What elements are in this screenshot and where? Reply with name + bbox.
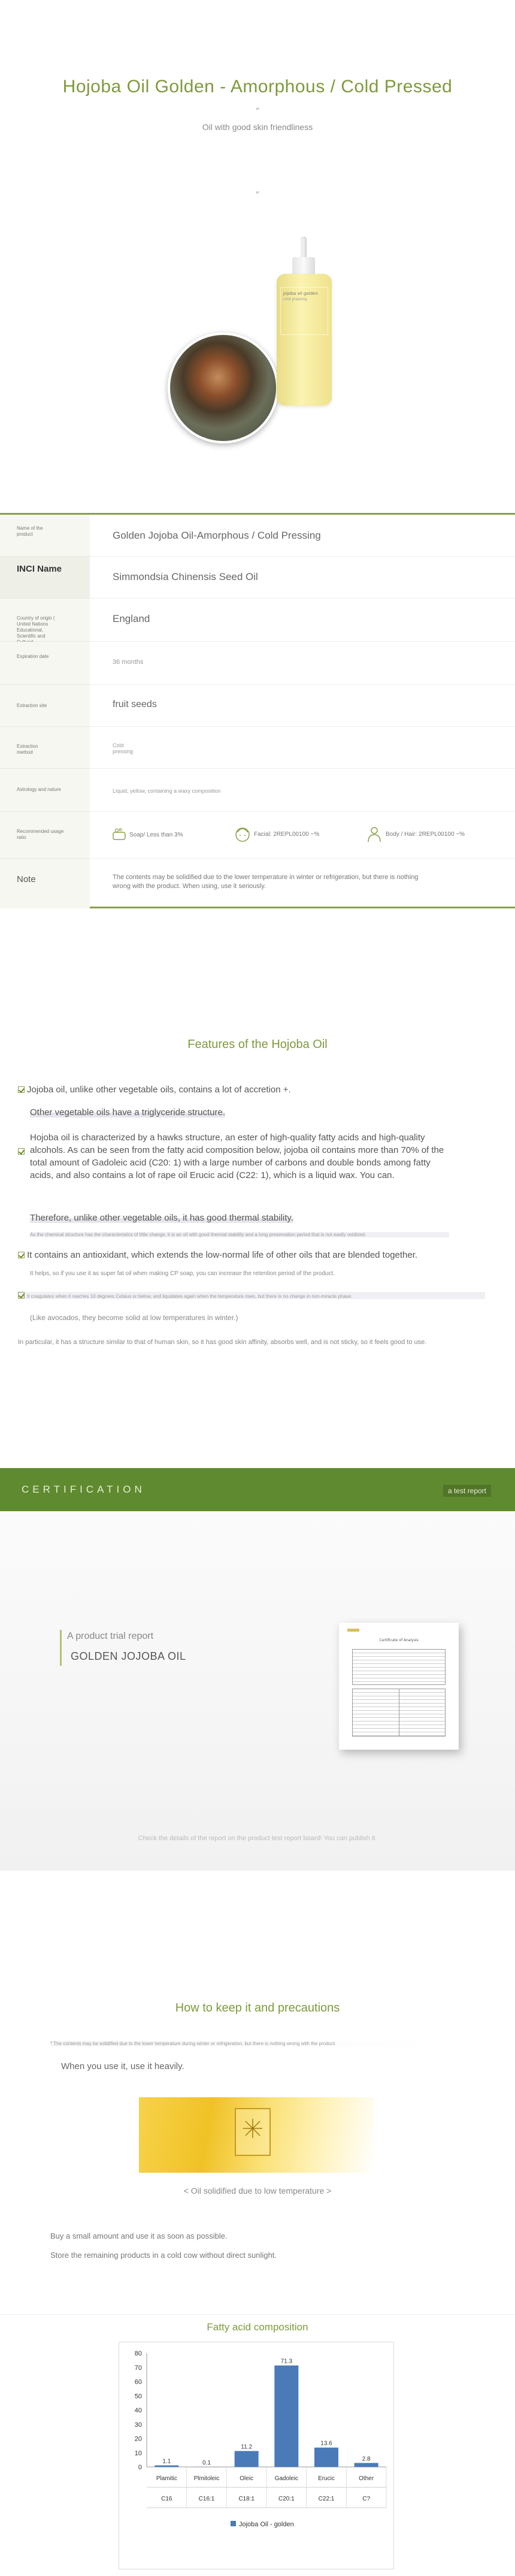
data-label: 11.2 xyxy=(241,2444,253,2451)
usage-label: Recommended usage ratio xyxy=(17,829,64,840)
y-tick-label: 10 xyxy=(134,2450,142,2457)
solidified-oil-photo xyxy=(139,2097,375,2173)
code-label: C20:1 xyxy=(278,2496,295,2502)
divider xyxy=(0,2314,515,2315)
code-label: C22:1 xyxy=(318,2496,335,2502)
feature-p7: In particular, it has a structure similar to that of human skin, so it has good skin affinity, absorbs well, and is not sticky, so it feels good to use. xyxy=(18,1339,427,1346)
keep-tip-1: Buy a small amount and use it as soon as possible. xyxy=(50,2231,228,2240)
certification-title: CERTIFICATION xyxy=(22,1484,146,1495)
origin-label: Country of origin ( United Nations Educational, Scientific and xyxy=(17,615,55,639)
product-image xyxy=(162,237,359,446)
name-value: Golden Jojoba Oil-Amorphous / Cold Pressing xyxy=(113,530,321,541)
oil-bottle xyxy=(277,274,332,406)
bottle-cap xyxy=(301,237,307,258)
y-tick-label: 0 xyxy=(138,2464,142,2471)
bar xyxy=(235,2451,259,2467)
feature-p2-block xyxy=(30,1131,455,1182)
keep-title: How to keep it and precautions xyxy=(175,2001,340,2015)
report-kicker: A product trial report xyxy=(67,1631,154,1641)
usage-soap-text: Soap/ Less than 3% xyxy=(129,831,183,838)
legend-swatch xyxy=(231,2521,236,2526)
name-label: Name of the product xyxy=(17,526,43,537)
check-icon xyxy=(18,1148,25,1155)
method-label: Extraction method xyxy=(17,744,38,755)
feature-p1b: Other vegetable oils have a triglyceride structure. xyxy=(30,1107,225,1118)
logo-icon xyxy=(241,2116,265,2140)
soap-icon xyxy=(111,828,127,842)
feature-p3small: As the chemical structure has the characteristics of little change, it is an oil with good thermal stability and a long preservation period that is not easily oxidized. xyxy=(30,1232,449,1237)
bar xyxy=(154,2465,178,2467)
usage-face xyxy=(234,825,319,843)
code-label: C? xyxy=(362,2496,371,2502)
chart-svg xyxy=(119,2342,393,2569)
feature-p3: Therefore, unlike other vegetable oils, it has good thermal stability. xyxy=(30,1213,293,1223)
part-value: fruit seeds xyxy=(113,699,157,709)
check-icon xyxy=(18,1292,25,1298)
keep-heavy: When you use it, use it heavily. xyxy=(61,2061,184,2071)
keep-tip-2: Store the remaining products in a cold cow without direct sunlight. xyxy=(50,2251,277,2260)
inci-label: INCI Name xyxy=(17,564,62,574)
y-tick-label: 40 xyxy=(134,2407,142,2414)
oil-caption: < Oil solidified due to low temperature > xyxy=(183,2186,332,2196)
check-icon xyxy=(18,1086,25,1093)
data-label: 1.1 xyxy=(162,2458,171,2465)
cert-caption: Check the details of the report on the product test report board! You can publish it. xyxy=(138,1835,377,1842)
face-icon xyxy=(234,825,252,843)
bar xyxy=(314,2448,338,2467)
x-tick-label: Oleic xyxy=(240,2475,254,2482)
exp-label: Expiration date xyxy=(17,654,49,659)
usage-body-text: Body / Hair: 2REPL00100 ~% xyxy=(386,831,465,838)
features-title: Features of the Hojoba Oil xyxy=(187,1038,328,1051)
code-label: C16:1 xyxy=(198,2496,215,2502)
astr-value: Liquid, yellow, containing a waxy composition xyxy=(113,788,221,794)
inci-value: Simmondsia Chinensis Seed Oil xyxy=(113,571,258,582)
y-tick-label: 30 xyxy=(134,2421,142,2429)
data-label: 2.8 xyxy=(362,2456,371,2463)
usage-soap xyxy=(111,828,183,842)
close-quote: ” xyxy=(255,191,260,200)
usage-body xyxy=(365,825,465,843)
data-label: 0.1 xyxy=(202,2459,211,2466)
subtitle: Oil with good skin friendliness xyxy=(202,122,313,132)
feature-p5small: It coagulates when it reaches 10 degrees Celsius or below, and liquidates again when the temperature rises, but there is no change in non-miracle phase. xyxy=(27,1294,353,1299)
y-tick-label: 50 xyxy=(134,2393,142,2400)
feature-p4: It contains an antioxidant, which extends the low-normal life of other oils that are blended together. xyxy=(27,1250,418,1260)
keep-note: * The contents may be solidified due to the lower temperature during winter or refrigeration, but there is nothing wrong with the product. xyxy=(50,2041,434,2046)
x-tick-label: Plamitic xyxy=(156,2475,177,2482)
report-name: GOLDEN JOJOBA OIL xyxy=(71,1650,186,1662)
data-label: 71.3 xyxy=(280,2358,293,2365)
note-value: The contents may be solidified due to the lower temperature in winter or refrigeration, but there is nothing wrong with the product. When using, use it seriously. xyxy=(113,874,419,890)
x-tick-label: Other xyxy=(359,2475,374,2482)
bar xyxy=(355,2463,378,2467)
exp-value: 36 months xyxy=(113,659,144,666)
y-tick-label: 60 xyxy=(134,2378,142,2386)
fatty-acid-chart xyxy=(119,2342,394,2569)
spec-table xyxy=(0,513,515,908)
legend-label: Jojoba Oil - golden xyxy=(239,2521,294,2528)
chart-title: Fatty acid composition xyxy=(207,2321,308,2333)
open-quote: “ xyxy=(255,107,260,116)
x-tick-label: Gadoleic xyxy=(274,2475,299,2482)
x-tick-label: Erucic xyxy=(318,2475,335,2482)
jojoba-nut-photo xyxy=(168,333,278,443)
note-label: Note xyxy=(17,874,36,884)
usage-face-text: Facial: 2REPL00100 ~% xyxy=(254,831,320,838)
report-accent-line xyxy=(60,1630,62,1666)
report-document-image xyxy=(339,1623,459,1750)
origin-value: England xyxy=(113,613,150,624)
code-label: C18:1 xyxy=(238,2496,255,2502)
feature-p4small: It helps, so if you use it as super fat oil when making CP soap, you can increase the retention period of the product. xyxy=(30,1270,335,1277)
bottle-label-sub: cold pressing xyxy=(283,297,307,301)
body-icon xyxy=(365,825,383,843)
page-title: Hojoba Oil Golden - Amorphous / Cold Pressed xyxy=(62,77,453,96)
test-report-badge: a test report xyxy=(443,1485,491,1497)
certification-bar xyxy=(0,1468,515,1511)
report-doc-title: Certificate of Analysis xyxy=(379,1638,419,1642)
check-icon xyxy=(18,1252,25,1258)
feature-p2: Hojoba oil is characterized by a hawks structure, an ester of high-quality fatty acids and high-quality alcohols. As can be seen from the fatty acid composition below, jojoba oil contains more than 70% of the total amount of Gadoleic acid (C20: 1) with a large number of carbons and double bonds among fatty acids, and also contains a lot of rape oil Erucic acid (C22: 1), which is a liquid wax. You can. xyxy=(30,1133,444,1180)
bottle-label-text: Jojoba oil golden xyxy=(283,291,318,296)
x-tick-label: Plmitoleic xyxy=(193,2475,220,2482)
bar xyxy=(274,2366,298,2467)
feature-p1: Jojoba oil, unlike other vegetable oils, contains a lot of accretion +. xyxy=(27,1085,291,1095)
feature-p6: (Like avocados, they become solid at low temperatures in winter.) xyxy=(30,1313,238,1322)
data-label: 13.6 xyxy=(320,2440,332,2447)
bottle-label xyxy=(280,287,328,335)
code-label: C16 xyxy=(161,2496,172,2502)
y-tick-label: 70 xyxy=(134,2364,142,2372)
part-label: Extraction site xyxy=(17,703,47,708)
y-tick-label: 20 xyxy=(134,2435,142,2443)
y-tick-label: 80 xyxy=(134,2350,142,2357)
method-value: Cold pressing xyxy=(113,742,134,754)
astr-label: Astrology and nature xyxy=(17,787,61,792)
bottle-neck xyxy=(292,257,315,275)
